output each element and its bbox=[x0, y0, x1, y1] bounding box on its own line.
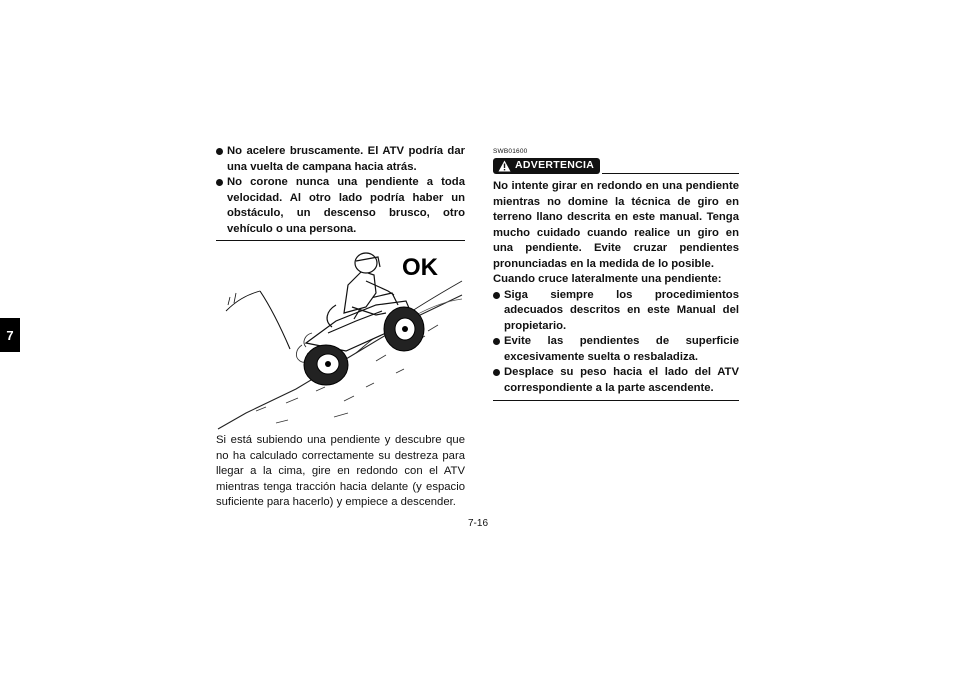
warning-header bbox=[493, 158, 739, 174]
rear-wheel-icon bbox=[304, 345, 348, 385]
warning-triangle-icon bbox=[498, 160, 511, 172]
front-wheel-icon bbox=[384, 307, 424, 351]
bullet-icon bbox=[493, 338, 500, 345]
list-item: Evite las pendientes de superficie excesivamente suelta o resbaladiza. bbox=[493, 334, 739, 365]
bullet-icon bbox=[216, 179, 223, 186]
warning-code: SWB01600 bbox=[493, 148, 528, 155]
list-item: No corone nunca una pendiente a toda velocidad. Al otro lado podría haber un obstáculo, un descenso brusco, otro vehículo o una persona. bbox=[216, 175, 465, 237]
body-paragraph: Si está subiendo una pendiente y descubre que no ha calculado correctamente su destreza para llegar a la cima, gire en redondo con el ATV mientras tenga tracción hacia delante (y espacio suficiente para hacerlo) y empiece a descender. bbox=[216, 434, 465, 508]
left-column bbox=[216, 144, 465, 511]
caution-list bbox=[216, 144, 465, 237]
list-item: Siga siempre los procedimientos adecuados descritos en este Manual del propietario. bbox=[493, 288, 739, 335]
warning-badge bbox=[493, 158, 600, 174]
atv-uphill-illustration bbox=[216, 241, 465, 431]
chapter-tab: 7 bbox=[0, 318, 20, 352]
warning-paragraph: No intente girar en redondo en una pendiente mientras no domine la técnica de giro en terreno llano descrita en este manual. Tenga mucho cuidado cuando realice un giro en una pendiente. Evite cruzar pendientes pronunciadas en la medida de lo posible. bbox=[493, 180, 739, 270]
list-item: Desplace su peso hacia el lado del ATV correspondiente a la parte ascendente. bbox=[493, 365, 739, 396]
list-item: No acelere bruscamente. El ATV podría dar una vuelta de campana hacia atrás. bbox=[216, 144, 465, 175]
bullet-icon bbox=[493, 292, 500, 299]
ok-label: OK bbox=[402, 254, 438, 281]
right-column bbox=[493, 144, 739, 401]
crossing-intro: Cuando cruce lateralmente una pendiente: bbox=[493, 273, 722, 285]
bullet-icon bbox=[216, 148, 223, 155]
bullet-icon bbox=[493, 369, 500, 376]
warning-rule bbox=[602, 173, 739, 174]
crossing-list bbox=[493, 288, 739, 397]
divider bbox=[493, 400, 739, 401]
page-number: 7-16 bbox=[468, 518, 489, 529]
warning-label: ADVERTENCIA bbox=[515, 159, 595, 172]
